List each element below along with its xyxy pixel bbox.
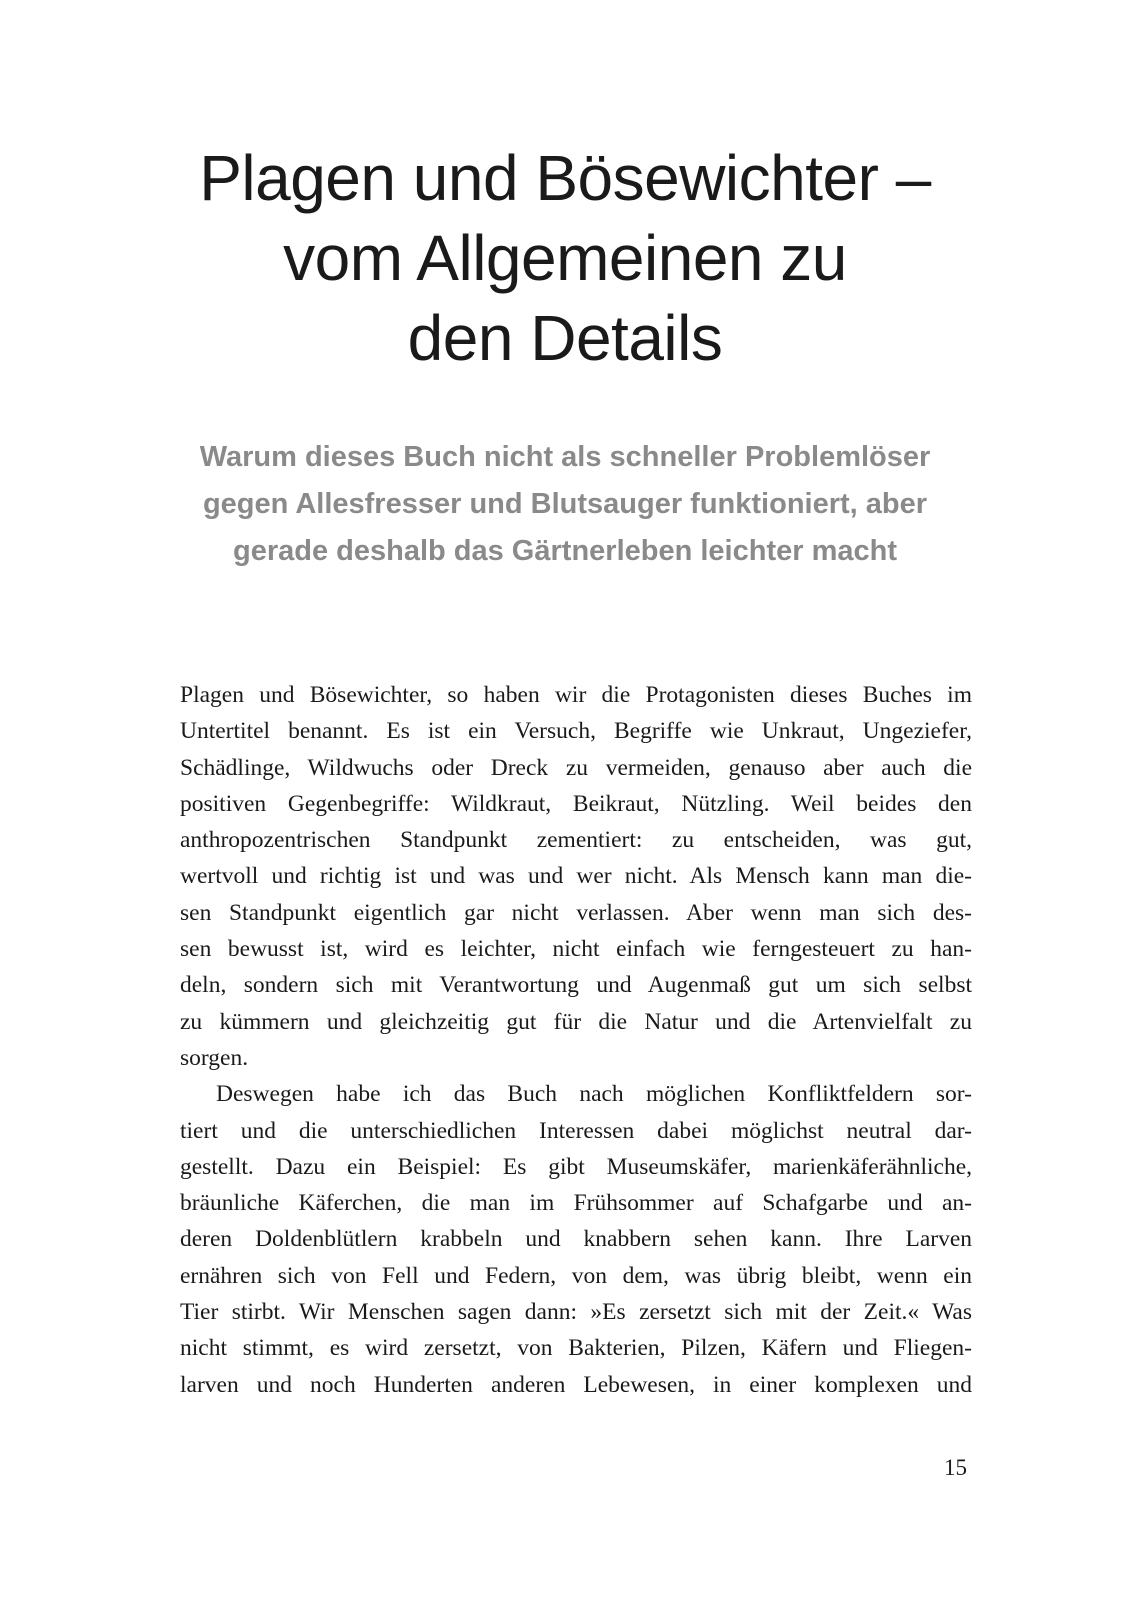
- body-text: [180, 677, 972, 1403]
- text-line: anthropozentrischen Standpunkt zementiert: zu entscheiden, was gut,: [180, 827, 972, 854]
- paragraph-1: [180, 677, 972, 1076]
- text-line: positiven Gegenbegriffe: Wildkraut, Beikraut, Nützling. Weil beides den: [180, 790, 972, 817]
- text-line: zu kümmern und gleichzeitig gut für die Natur und die Artenvielfalt zu: [180, 1008, 972, 1035]
- text-line: wertvoll und richtig ist und was und wer nicht. Als Mensch kann man die-: [180, 863, 972, 890]
- text-line: Tier stirbt. Wir Menschen sagen dann: »Es zersetzt sich mit der Zeit.« Was: [180, 1299, 972, 1326]
- text-line: nicht stimmt, es wird zersetzt, von Bakterien, Pilzen, Käfern und Fliegen-: [180, 1335, 972, 1362]
- text-line: larven und noch Hunderten anderen Lebewesen, in einer komplexen und: [180, 1371, 972, 1398]
- chapter-title: [120, 138, 1010, 378]
- text-line: sen bewusst ist, wird es leichter, nicht einfach wie ferngesteuert zu han-: [180, 936, 972, 963]
- chapter-subtitle-line: gegen Allesfresser und Blutsauger funktioniert, aber: [202, 488, 928, 520]
- chapter-subtitle-line: gerade deshalb das Gärtnerleben leichter macht: [232, 535, 897, 567]
- page-number: 15: [944, 1455, 967, 1480]
- text-line: Deswegen habe ich das Buch nach möglichen Konfliktfeldern sor-: [216, 1081, 972, 1108]
- text-line: Plagen und Bösewichter, so haben wir die Protagonisten dieses Buches im: [180, 682, 972, 708]
- chapter-subtitle: [150, 434, 980, 575]
- text-line: Untertitel benannt. Es ist ein Versuch, Begriffe wie Unkraut, Ungeziefer,: [180, 718, 972, 745]
- chapter-subtitle-line: Warum dieses Buch nicht als schneller Problemlöser: [199, 441, 931, 473]
- text-line: tiert und die unterschiedlichen Interessen dabei möglichst neutral dar-: [180, 1117, 972, 1144]
- text-line: Schädlinge, Wildwuchs oder Dreck zu vermeiden, genauso aber auch die: [180, 754, 972, 781]
- chapter-title-line: den Details: [407, 302, 723, 374]
- paragraph-2: [180, 1076, 972, 1403]
- text-line: sen Standpunkt eigentlich gar nicht verlassen. Aber wenn man sich des-: [180, 899, 972, 926]
- text-line: sorgen.: [180, 1044, 249, 1071]
- text-line: gestellt. Dazu ein Beispiel: Es gibt Museumskäfer, marienkäferähnliche,: [180, 1153, 972, 1180]
- chapter-title-line: Plagen und Bösewichter –: [199, 142, 931, 214]
- text-line: ernähren sich von Fell und Federn, von dem, was übrig bleibt, wenn ein: [180, 1262, 972, 1289]
- text-line: deren Doldenblütlern krabbeln und knabbern sehen kann. Ihre Larven: [180, 1226, 972, 1253]
- text-line: deln, sondern sich mit Verantwortung und Augenmaß gut um sich selbst: [180, 972, 972, 999]
- chapter-title-line: vom Allgemeinen zu: [283, 222, 847, 294]
- text-line: bräunliche Käferchen, die man im Frühsommer auf Schafgarbe und an-: [180, 1190, 972, 1217]
